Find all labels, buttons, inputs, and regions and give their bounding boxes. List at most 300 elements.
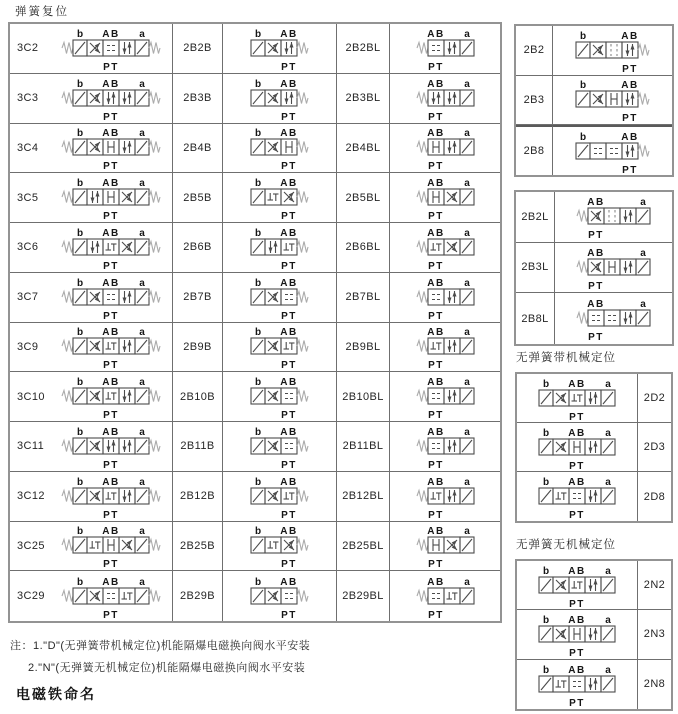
valve-code: 2B12BL	[342, 490, 384, 503]
svg-text:PT: PT	[569, 697, 585, 708]
valve-cell	[173, 522, 223, 572]
valve-cell	[223, 472, 337, 522]
svg-text:AB: AB	[426, 377, 445, 389]
valve-symbol-icon	[416, 274, 475, 321]
svg-text:b: b	[76, 576, 84, 588]
valve-code: 2B7BL	[345, 291, 381, 304]
valve-code: 3C2	[17, 42, 39, 55]
valve-cell	[516, 76, 553, 126]
valve-symbol-icon	[61, 274, 161, 321]
svg-text:b: b	[254, 227, 262, 239]
svg-text:b: b	[254, 576, 262, 588]
svg-text:a: a	[463, 426, 470, 438]
valve-symbol-icon	[416, 224, 475, 271]
valve-code: 2B3	[523, 93, 545, 106]
valve-symbol-icon	[416, 323, 475, 370]
svg-text:PT: PT	[281, 211, 297, 222]
valve-symbol-icon	[250, 174, 309, 221]
valve-symbol-icon	[538, 375, 616, 422]
valve-code: 2B10B	[179, 390, 216, 403]
svg-text:PT: PT	[427, 211, 444, 222]
valve-cell	[173, 422, 223, 472]
valve-cell	[517, 374, 638, 423]
valve-cell	[10, 571, 173, 621]
svg-text:PT: PT	[427, 61, 444, 72]
valve-code: 2B3B	[183, 92, 212, 105]
svg-text:PT: PT	[427, 310, 444, 321]
valve-code: 2B8	[523, 145, 545, 158]
valve-symbol-icon	[61, 373, 161, 420]
valve-symbol-icon	[250, 224, 309, 271]
svg-text:AB: AB	[280, 426, 298, 438]
svg-text:AB: AB	[568, 614, 586, 626]
valve-code: 2B25B	[179, 539, 216, 552]
valve-cell	[10, 223, 173, 273]
valve-cell	[10, 74, 173, 124]
valve-cell	[10, 173, 173, 223]
svg-text:PT: PT	[569, 460, 585, 471]
svg-text:b: b	[579, 131, 587, 143]
svg-text:b: b	[254, 377, 262, 389]
svg-text:b: b	[254, 476, 262, 488]
svg-text:a: a	[605, 664, 611, 676]
svg-text:a: a	[139, 178, 145, 190]
valve-symbol-icon	[250, 75, 309, 122]
svg-text:a: a	[463, 78, 470, 90]
svg-text:AB: AB	[280, 327, 298, 339]
valve-symbol-icon	[250, 274, 309, 321]
svg-text:AB: AB	[280, 526, 298, 538]
svg-text:PT: PT	[569, 598, 585, 609]
valve-cell	[517, 610, 638, 659]
svg-text:AB: AB	[587, 197, 605, 209]
valve-cell	[10, 422, 173, 472]
valve-code: 2B29B	[179, 590, 216, 603]
svg-text:PT: PT	[281, 111, 297, 122]
valve-cell	[517, 423, 638, 472]
valve-symbol-icon	[575, 76, 650, 123]
valve-cell	[173, 173, 223, 223]
valve-cell	[638, 472, 671, 521]
svg-text:a: a	[463, 28, 470, 40]
valve-cell	[337, 24, 390, 74]
valve-symbol-icon	[576, 244, 651, 291]
svg-text:PT: PT	[103, 161, 119, 172]
svg-text:PT: PT	[281, 609, 297, 620]
valve-cell	[516, 26, 553, 76]
svg-text:AB: AB	[426, 526, 445, 538]
valve-cell	[390, 173, 500, 223]
svg-text:a: a	[463, 178, 470, 190]
valve-code: 2B6BL	[345, 241, 381, 254]
svg-text:a: a	[463, 526, 470, 538]
svg-text:b: b	[76, 78, 84, 90]
svg-text:b: b	[542, 427, 550, 439]
valve-cell	[223, 74, 337, 124]
svg-text:a: a	[139, 426, 145, 438]
valve-cell	[390, 124, 500, 174]
valve-cell	[223, 223, 337, 273]
section-title-solenoid-naming: 电磁铁命名	[16, 686, 96, 702]
svg-text:AB: AB	[426, 327, 445, 339]
valve-code: 3C5	[17, 191, 39, 204]
svg-text:PT: PT	[427, 459, 444, 470]
svg-text:AB: AB	[280, 576, 298, 588]
valve-code: 2B2L	[521, 210, 549, 223]
svg-text:a: a	[139, 28, 145, 40]
valve-cell	[223, 571, 337, 621]
svg-text:a: a	[139, 576, 145, 588]
svg-text:AB: AB	[280, 178, 298, 190]
valve-code: 2D8	[643, 490, 666, 503]
valve-cell	[390, 74, 500, 124]
valve-cell	[555, 192, 672, 243]
side-table-2bl	[514, 190, 674, 346]
valve-cell	[390, 522, 500, 572]
valve-cell	[516, 192, 555, 243]
svg-text:PT: PT	[103, 609, 119, 620]
valve-cell	[173, 273, 223, 323]
svg-text:AB: AB	[621, 30, 639, 42]
svg-text:b: b	[76, 178, 84, 190]
svg-text:AB: AB	[102, 526, 120, 538]
valve-cell	[337, 571, 390, 621]
svg-text:AB: AB	[587, 247, 605, 259]
valve-code: 2B2B	[183, 42, 212, 55]
svg-text:PT: PT	[103, 559, 119, 570]
svg-text:a: a	[139, 476, 145, 488]
svg-text:PT: PT	[103, 410, 119, 421]
valve-cell	[516, 243, 555, 294]
svg-text:PT: PT	[103, 211, 119, 222]
valve-cell	[390, 273, 500, 323]
svg-text:a: a	[640, 247, 646, 259]
svg-text:b: b	[254, 426, 262, 438]
valve-code: 3C4	[17, 141, 39, 154]
svg-text:b: b	[254, 277, 262, 289]
svg-text:AB: AB	[102, 426, 120, 438]
valve-code: 2B8L	[521, 312, 549, 325]
valve-symbol-icon	[250, 124, 309, 171]
valve-code: 3C10	[17, 390, 45, 403]
svg-text:PT: PT	[281, 410, 297, 421]
valve-code: 3C3	[17, 92, 39, 105]
valve-symbol-icon	[416, 373, 475, 420]
valve-cell	[173, 372, 223, 422]
svg-text:AB: AB	[426, 576, 445, 588]
svg-text:b: b	[76, 526, 84, 538]
svg-text:b: b	[76, 327, 84, 339]
valve-code: 3C12	[17, 490, 45, 503]
svg-text:PT: PT	[103, 360, 119, 371]
svg-text:AB: AB	[426, 277, 445, 289]
valve-code: 2N8	[643, 678, 666, 691]
valve-symbol-icon	[538, 661, 616, 708]
svg-text:b: b	[76, 28, 84, 40]
svg-text:b: b	[542, 565, 550, 577]
valve-code: 2B11BL	[342, 440, 384, 453]
valve-cell	[223, 24, 337, 74]
svg-text:b: b	[254, 28, 262, 40]
svg-text:PT: PT	[103, 310, 119, 321]
valve-cell	[223, 372, 337, 422]
valve-cell	[337, 173, 390, 223]
valve-cell	[638, 610, 671, 659]
svg-text:PT: PT	[427, 260, 444, 271]
valve-code: 3C11	[17, 440, 45, 453]
svg-text:b: b	[76, 277, 84, 289]
note-line-1: 注：1."D"(无弹簧带机械定位)机能隔爆电磁换向阀水平安装	[10, 640, 311, 652]
valve-code: 2B6B	[183, 241, 212, 254]
valve-cell	[638, 660, 671, 709]
valve-symbol-icon	[416, 75, 475, 122]
valve-cell	[223, 124, 337, 174]
svg-text:b: b	[542, 614, 550, 626]
valve-symbol-icon	[416, 473, 475, 520]
svg-text:b: b	[254, 327, 262, 339]
valve-code: 2B25BL	[342, 539, 384, 552]
svg-text:a: a	[139, 227, 145, 239]
svg-text:PT: PT	[622, 63, 638, 74]
valve-cell	[337, 273, 390, 323]
svg-text:AB: AB	[280, 28, 298, 40]
valve-cell	[390, 323, 500, 373]
valve-symbol-icon	[416, 522, 475, 569]
valve-symbol-icon	[416, 423, 475, 470]
valve-code: 2B9BL	[345, 340, 381, 353]
valve-cell	[638, 423, 671, 472]
valve-cell	[555, 293, 672, 344]
svg-text:a: a	[139, 377, 145, 389]
valve-cell	[390, 223, 500, 273]
valve-cell	[390, 571, 500, 621]
valve-symbol-icon	[61, 25, 161, 72]
svg-text:a: a	[605, 477, 611, 488]
valve-cell	[337, 522, 390, 572]
svg-text:PT: PT	[569, 510, 585, 520]
valve-code: 3C9	[17, 340, 39, 353]
svg-text:AB: AB	[568, 664, 586, 676]
svg-text:PT: PT	[588, 280, 604, 291]
valve-code: 3C6	[17, 241, 39, 254]
note-line-2: 2."N"(无弹簧无机械定位)机能隔爆电磁换向阀水平安装	[28, 662, 306, 674]
valve-cell	[337, 223, 390, 273]
svg-text:PT: PT	[103, 459, 119, 470]
valve-cell	[10, 323, 173, 373]
svg-text:AB: AB	[426, 178, 445, 190]
valve-symbol-icon	[575, 27, 650, 74]
section-title-detent: 无弹簧带机械定位	[516, 352, 616, 364]
svg-text:AB: AB	[426, 28, 445, 40]
svg-text:PT: PT	[569, 647, 585, 658]
svg-text:a: a	[463, 377, 470, 389]
valve-code: 2B4B	[183, 141, 212, 154]
valve-symbol-icon	[250, 323, 309, 370]
valve-code: 2B9B	[183, 340, 212, 353]
svg-text:PT: PT	[281, 260, 297, 271]
valve-cell	[10, 273, 173, 323]
valve-symbol-icon	[416, 25, 475, 72]
svg-text:b: b	[542, 378, 550, 390]
svg-text:a: a	[605, 427, 611, 439]
valve-cell	[553, 76, 672, 126]
svg-text:a: a	[139, 327, 145, 339]
svg-text:PT: PT	[281, 360, 297, 371]
svg-text:PT: PT	[427, 161, 444, 172]
svg-text:b: b	[579, 30, 587, 42]
valve-code: 2B5BL	[345, 191, 381, 204]
svg-text:a: a	[463, 277, 470, 289]
svg-text:PT: PT	[427, 609, 444, 620]
svg-text:AB: AB	[568, 565, 586, 577]
section-title-spring-return: 弹簧复位	[15, 6, 69, 18]
svg-text:AB: AB	[102, 78, 120, 90]
valve-code: 2B10BL	[342, 390, 384, 403]
svg-text:b: b	[579, 80, 587, 92]
valve-code: 2B12B	[179, 490, 216, 503]
svg-text:a: a	[463, 327, 470, 339]
svg-text:b: b	[254, 178, 262, 190]
valve-code: 2B7B	[183, 291, 212, 304]
svg-text:PT: PT	[281, 559, 297, 570]
svg-text:PT: PT	[103, 61, 119, 72]
svg-text:b: b	[76, 377, 84, 389]
svg-text:AB: AB	[102, 476, 120, 488]
svg-text:AB: AB	[426, 426, 445, 438]
valve-cell	[223, 522, 337, 572]
valve-symbol-icon	[61, 124, 161, 171]
svg-text:AB: AB	[102, 227, 120, 239]
valve-cell	[173, 74, 223, 124]
svg-text:AB: AB	[568, 477, 586, 488]
svg-text:PT: PT	[103, 111, 119, 122]
svg-text:b: b	[254, 526, 262, 538]
valve-cell	[337, 323, 390, 373]
valve-cell	[173, 323, 223, 373]
valve-symbol-icon	[61, 522, 161, 569]
valve-symbol-icon	[538, 473, 616, 520]
valve-cell	[553, 26, 672, 76]
valve-code: 2D3	[643, 441, 666, 453]
valve-code: 2B2BL	[345, 42, 381, 55]
valve-code: 2B4BL	[345, 141, 381, 154]
valve-symbol-icon	[416, 573, 475, 620]
svg-text:AB: AB	[280, 128, 298, 140]
svg-text:AB: AB	[280, 78, 298, 90]
svg-text:PT: PT	[588, 230, 604, 241]
valve-symbol-icon	[575, 128, 650, 175]
svg-text:b: b	[542, 477, 550, 488]
svg-text:PT: PT	[281, 310, 297, 321]
svg-text:AB: AB	[587, 299, 605, 311]
valve-cell	[10, 24, 173, 74]
valve-symbol-icon	[416, 124, 475, 171]
svg-text:AB: AB	[280, 476, 298, 488]
valve-cell	[337, 372, 390, 422]
valve-cell	[10, 472, 173, 522]
valve-cell	[638, 374, 671, 423]
svg-text:AB: AB	[426, 227, 445, 239]
svg-text:b: b	[76, 476, 84, 488]
valve-cell	[390, 472, 500, 522]
svg-text:a: a	[463, 128, 470, 140]
valve-code: 2B11B	[180, 440, 215, 453]
valve-cell	[517, 660, 638, 709]
svg-text:PT: PT	[427, 509, 444, 520]
valve-cell	[337, 422, 390, 472]
valve-cell	[390, 422, 500, 472]
valve-code: 3C29	[17, 590, 45, 603]
svg-text:a: a	[640, 197, 646, 209]
svg-text:b: b	[76, 227, 84, 239]
svg-text:a: a	[605, 565, 611, 577]
svg-text:AB: AB	[568, 378, 586, 390]
valve-symbol-icon	[61, 174, 161, 221]
svg-text:PT: PT	[281, 509, 297, 520]
valve-cell	[173, 24, 223, 74]
valve-symbol-icon	[576, 193, 651, 240]
valve-cell	[223, 422, 337, 472]
valve-code: 2B29BL	[342, 590, 384, 603]
valve-symbol-icon	[61, 224, 161, 271]
svg-text:PT: PT	[281, 61, 297, 72]
valve-symbol-icon	[250, 473, 309, 520]
side-table-2b	[514, 24, 674, 177]
svg-text:AB: AB	[102, 576, 120, 588]
valve-symbol-icon	[250, 573, 309, 620]
valve-cell	[638, 561, 671, 610]
valve-code: 2N3	[643, 628, 666, 641]
svg-text:PT: PT	[427, 360, 444, 371]
valve-symbol-icon	[416, 174, 475, 221]
svg-text:a: a	[139, 277, 145, 289]
svg-text:AB: AB	[280, 227, 298, 239]
valve-symbol-icon	[61, 473, 161, 520]
valve-cell	[555, 243, 672, 294]
svg-text:PT: PT	[281, 459, 297, 470]
svg-text:AB: AB	[426, 128, 445, 140]
svg-text:a: a	[463, 227, 470, 239]
svg-text:b: b	[254, 128, 262, 140]
valve-cell	[553, 125, 672, 175]
svg-text:PT: PT	[103, 509, 119, 520]
valve-code: 2D2	[643, 392, 666, 404]
valve-cell	[516, 293, 555, 344]
svg-text:AB: AB	[102, 277, 120, 289]
svg-text:AB: AB	[102, 327, 120, 339]
valve-code: 2B2	[523, 44, 545, 57]
svg-text:AB: AB	[426, 476, 445, 488]
valve-symbol-icon	[250, 373, 309, 420]
svg-text:a: a	[139, 128, 145, 140]
svg-text:b: b	[76, 128, 84, 140]
valve-cell	[517, 472, 638, 521]
valve-cell	[337, 74, 390, 124]
valve-cell	[223, 273, 337, 323]
svg-text:AB: AB	[102, 178, 120, 190]
valve-symbol-icon	[576, 295, 651, 342]
svg-text:a: a	[605, 378, 611, 390]
svg-text:a: a	[463, 576, 470, 588]
svg-text:AB: AB	[621, 131, 639, 143]
valve-code: 2N2	[643, 579, 666, 592]
valve-symbol-icon	[61, 323, 161, 370]
valve-symbol-icon	[538, 562, 616, 609]
valve-symbol-icon	[250, 522, 309, 569]
svg-text:PT: PT	[427, 111, 444, 122]
valve-symbol-icon	[61, 423, 161, 470]
main-valve-table	[8, 22, 502, 623]
